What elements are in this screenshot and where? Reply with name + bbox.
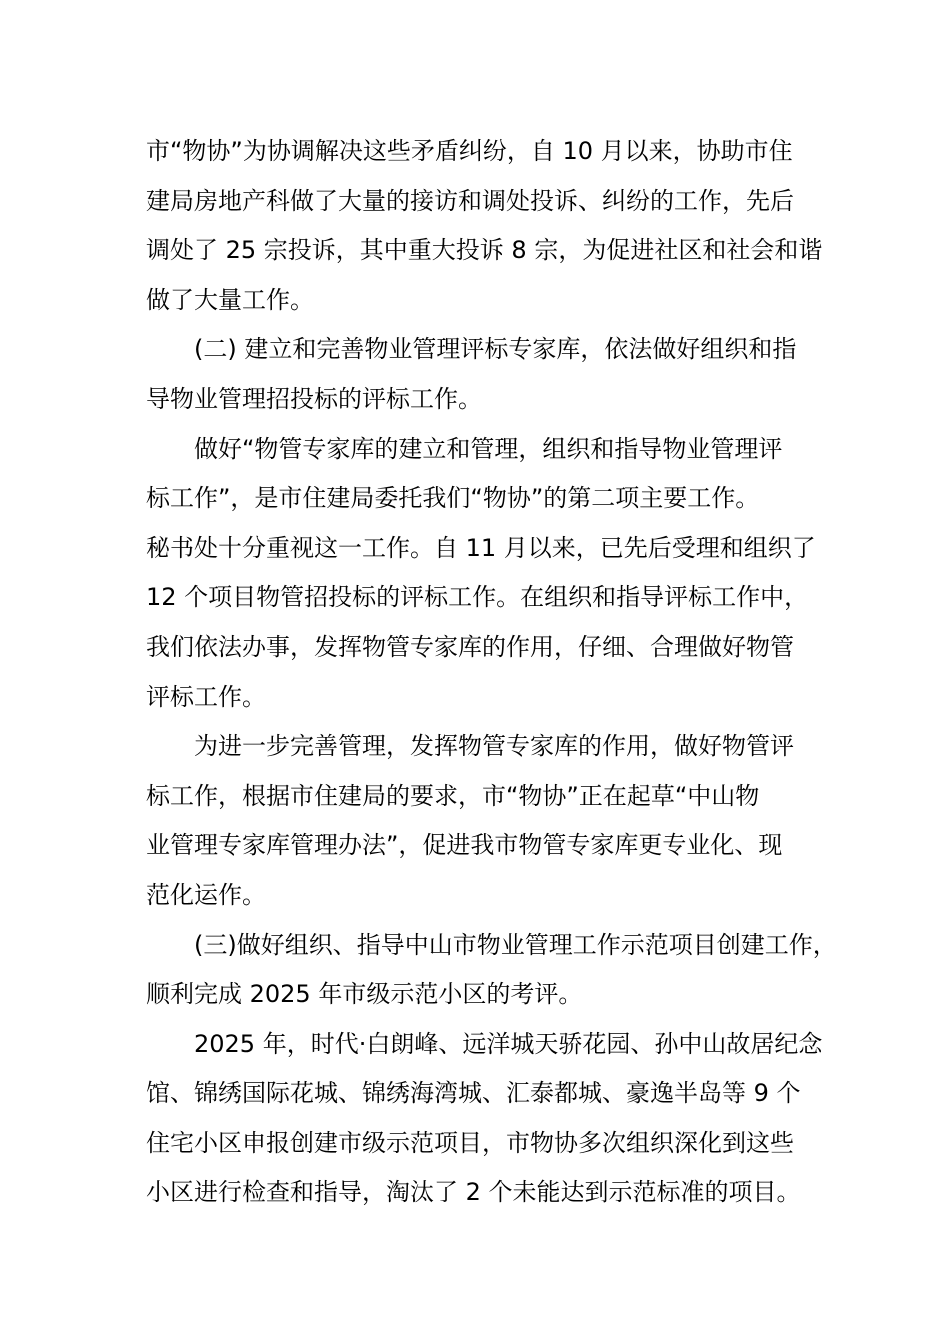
text-line: 范化运作。 <box>146 880 266 909</box>
text-line: 小区进行检查和指导，淘汰了 2 个未能达到示范标准的项目。 <box>146 1178 801 1207</box>
paragraph-first-line: 2025 年，时代·白朗峰、远洋城天骄花园、孙中山故居纪念 <box>194 1029 823 1058</box>
text-line: 市“物协”为协调解决这些矛盾纠纷，自 10 月以来，协助市住 <box>146 137 793 165</box>
text-line: 12 个项目物管招投标的评标工作。在组织和指导评标工作中， <box>146 583 809 612</box>
text-line: 标工作”，是市住建局委托我们“物协”的第二项主要工作。 <box>146 484 760 513</box>
paragraph-first-line: 为进一步完善管理，发挥物管专家库的作用，做好物管评 <box>194 732 794 761</box>
paragraph-first-line: (三)做好组织、指导中山市物业管理工作示范项目创建工作， <box>194 930 837 959</box>
text-line: 评标工作。 <box>146 682 266 711</box>
text-line: 住宅小区申报创建市级示范项目，市物协多次组织深化到这些 <box>146 1128 794 1157</box>
text-line: 导物业管理招投标的评标工作。 <box>146 384 482 413</box>
text-line: 馆、锦绣国际花城、锦绣海湾城、汇泰都城、豪逸半岛等 9 个 <box>146 1079 801 1108</box>
text-line: 顺利完成 2025 年市级示范小区的考评。 <box>146 980 583 1009</box>
text-line: 调处了 25 宗投诉，其中重大投诉 8 宗，为促进社区和社会和谐 <box>146 236 823 265</box>
paragraph-first-line: 做好“物管专家库的建立和管理，组织和指导物业管理评 <box>194 434 783 463</box>
text-line: 秘书处十分重视这一工作。自 11 月以来，已先后受理和组织了 <box>146 533 816 562</box>
document-body <box>146 127 837 1218</box>
text-line: 做了大量工作。 <box>146 285 314 314</box>
text-line: 我们依法办事，发挥物管专家库的作用，仔细、合理做好物管 <box>146 632 794 661</box>
text-line: 业管理专家库管理办法”，促进我市物管专家库更专业化、现 <box>146 831 783 860</box>
paragraph-first-line: (二) 建立和完善物业管理评标专家库，依法做好组织和指 <box>194 335 797 364</box>
text-line: 标工作，根据市住建局的要求，市“物协”正在起草“中山物 <box>146 781 760 810</box>
text-line: 建局房地产科做了大量的接访和调处投诉、纠纷的工作，先后 <box>146 186 794 215</box>
